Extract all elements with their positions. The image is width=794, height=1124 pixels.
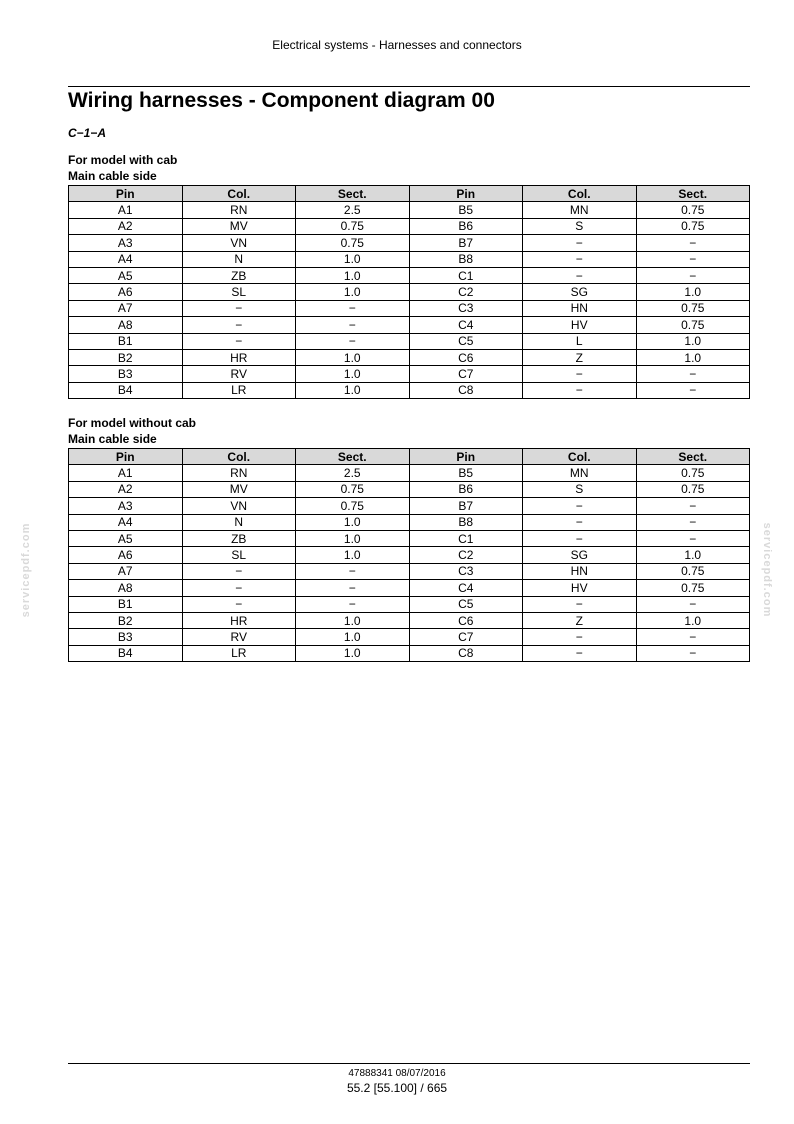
- color-cell: Z: [523, 612, 637, 628]
- pin-cell: C1: [409, 267, 523, 283]
- pin-table-with-cab: [68, 185, 750, 399]
- color-cell: MV: [182, 218, 296, 234]
- color-cell: −: [182, 317, 296, 333]
- pin-cell: B5: [409, 465, 523, 481]
- color-cell: HR: [182, 612, 296, 628]
- running-header: Electrical systems - Harnesses and connectors: [272, 38, 522, 52]
- section-cell: 0.75: [636, 317, 750, 333]
- section-cell: 0.75: [636, 580, 750, 596]
- color-cell: −: [523, 235, 637, 251]
- pin-cell: A4: [69, 514, 183, 530]
- table-row: [69, 563, 750, 579]
- color-cell: HV: [523, 317, 637, 333]
- section-cell: 1.0: [636, 612, 750, 628]
- color-cell: HR: [182, 349, 296, 365]
- pin-cell: C5: [409, 596, 523, 612]
- section-cell: 2.5: [296, 465, 410, 481]
- table-row: [69, 349, 750, 365]
- pin-cell: A1: [69, 465, 183, 481]
- section-cell: 1.0: [296, 514, 410, 530]
- table-row: [69, 514, 750, 530]
- section-cell: 0.75: [636, 218, 750, 234]
- color-cell: ZB: [182, 267, 296, 283]
- section-cell: 1.0: [296, 284, 410, 300]
- section-cell: 0.75: [636, 563, 750, 579]
- section-cell: 1.0: [296, 547, 410, 563]
- section-cell: −: [296, 333, 410, 349]
- section-cell: −: [636, 596, 750, 612]
- table-row: [69, 465, 750, 481]
- column-header: Col.: [182, 186, 296, 202]
- column-header: Col.: [523, 449, 637, 465]
- column-header: Sect.: [636, 186, 750, 202]
- color-cell: N: [182, 251, 296, 267]
- pin-cell: A6: [69, 547, 183, 563]
- section-cell: 0.75: [296, 498, 410, 514]
- column-header: Col.: [523, 186, 637, 202]
- column-header: Pin: [409, 186, 523, 202]
- color-cell: HN: [523, 300, 637, 316]
- color-cell: S: [523, 481, 637, 497]
- section-cell: −: [636, 382, 750, 398]
- column-header: Sect.: [296, 449, 410, 465]
- section-cell: −: [636, 235, 750, 251]
- table-row: [69, 612, 750, 628]
- color-cell: −: [523, 366, 637, 382]
- section-cell: −: [636, 366, 750, 382]
- pin-cell: A5: [69, 530, 183, 546]
- color-cell: MN: [523, 202, 637, 218]
- pin-cell: B7: [409, 235, 523, 251]
- section-cell: 1.0: [636, 547, 750, 563]
- pin-cell: C2: [409, 547, 523, 563]
- pin-cell: B2: [69, 612, 183, 628]
- table-header-row: [69, 449, 750, 465]
- section-cell: 1.0: [296, 349, 410, 365]
- section-cell: 1.0: [296, 382, 410, 398]
- pin-cell: A5: [69, 267, 183, 283]
- section-cell: −: [296, 300, 410, 316]
- section-cell: 0.75: [296, 481, 410, 497]
- section-cell: −: [296, 596, 410, 612]
- document-code: C−1−A: [68, 126, 107, 140]
- table-row: [69, 498, 750, 514]
- watermark-left: servicepdf.com: [20, 522, 32, 618]
- section-cell: 1.0: [296, 366, 410, 382]
- header-rule: [68, 86, 750, 87]
- table-row: [69, 251, 750, 267]
- color-cell: −: [523, 629, 637, 645]
- color-cell: −: [523, 498, 637, 514]
- footer-rule: [68, 1063, 750, 1064]
- table-caption-side: Main cable side: [68, 168, 157, 183]
- color-cell: HV: [523, 580, 637, 596]
- pin-cell: B6: [409, 218, 523, 234]
- color-cell: −: [182, 563, 296, 579]
- table-row: [69, 366, 750, 382]
- table-caption-model: For model with cab: [68, 153, 178, 167]
- pin-cell: A7: [69, 563, 183, 579]
- color-cell: SG: [523, 547, 637, 563]
- color-cell: −: [182, 333, 296, 349]
- pin-cell: A4: [69, 251, 183, 267]
- color-cell: N: [182, 514, 296, 530]
- color-cell: −: [523, 530, 637, 546]
- section-cell: 1.0: [636, 333, 750, 349]
- table-row: [69, 202, 750, 218]
- color-cell: RN: [182, 202, 296, 218]
- footer-page-number: 55.2 [55.100] / 665: [346, 1081, 448, 1095]
- table-row: [69, 333, 750, 349]
- pin-cell: C8: [409, 382, 523, 398]
- pin-cell: C3: [409, 300, 523, 316]
- table-row: [69, 645, 750, 661]
- column-header: Sect.: [636, 449, 750, 465]
- pin-cell: C3: [409, 563, 523, 579]
- pin-cell: C7: [409, 629, 523, 645]
- color-cell: RV: [182, 629, 296, 645]
- pin-cell: C6: [409, 612, 523, 628]
- pin-cell: C5: [409, 333, 523, 349]
- table-row: [69, 382, 750, 398]
- color-cell: SL: [182, 547, 296, 563]
- pin-cell: C4: [409, 580, 523, 596]
- section-cell: 0.75: [636, 300, 750, 316]
- section-cell: 0.75: [296, 235, 410, 251]
- pin-cell: B4: [69, 645, 183, 661]
- pin-cell: B8: [409, 251, 523, 267]
- section-cell: 1.0: [296, 251, 410, 267]
- color-cell: VN: [182, 235, 296, 251]
- section-cell: −: [296, 563, 410, 579]
- pin-cell: B3: [69, 366, 183, 382]
- table-caption-model: For model without cab: [68, 416, 196, 430]
- color-cell: −: [523, 251, 637, 267]
- table-row: [69, 530, 750, 546]
- color-cell: VN: [182, 498, 296, 514]
- section-cell: 0.75: [636, 465, 750, 481]
- pin-cell: C7: [409, 366, 523, 382]
- color-cell: −: [523, 645, 637, 661]
- pin-cell: B1: [69, 596, 183, 612]
- pin-cell: B7: [409, 498, 523, 514]
- color-cell: SL: [182, 284, 296, 300]
- section-cell: 1.0: [296, 530, 410, 546]
- table-row: [69, 547, 750, 563]
- pin-cell: A8: [69, 317, 183, 333]
- color-cell: S: [523, 218, 637, 234]
- color-cell: RV: [182, 366, 296, 382]
- pin-cell: A2: [69, 218, 183, 234]
- pin-cell: C8: [409, 645, 523, 661]
- section-cell: −: [636, 629, 750, 645]
- pin-cell: C4: [409, 317, 523, 333]
- section-cell: 2.5: [296, 202, 410, 218]
- section-cell: −: [636, 645, 750, 661]
- pin-cell: A3: [69, 235, 183, 251]
- color-cell: RN: [182, 465, 296, 481]
- pin-cell: B6: [409, 481, 523, 497]
- color-cell: −: [182, 580, 296, 596]
- pin-table-without-cab: [68, 448, 750, 662]
- page-title: Wiring harnesses - Component diagram 00: [68, 89, 495, 112]
- table-row: [69, 629, 750, 645]
- table-row: [69, 300, 750, 316]
- section-cell: −: [296, 317, 410, 333]
- table-row: [69, 284, 750, 300]
- section-cell: −: [636, 267, 750, 283]
- section-without-cab: [68, 416, 750, 662]
- section-cell: 0.75: [296, 218, 410, 234]
- pin-cell: B4: [69, 382, 183, 398]
- column-header: Col.: [182, 449, 296, 465]
- color-cell: SG: [523, 284, 637, 300]
- table-header-row: [69, 186, 750, 202]
- color-cell: Z: [523, 349, 637, 365]
- section-cell: 1.0: [296, 267, 410, 283]
- pin-cell: A7: [69, 300, 183, 316]
- section-cell: 0.75: [636, 481, 750, 497]
- section-cell: 1.0: [636, 349, 750, 365]
- color-cell: LR: [182, 382, 296, 398]
- table-row: [69, 580, 750, 596]
- pin-cell: C6: [409, 349, 523, 365]
- section-cell: −: [636, 498, 750, 514]
- color-cell: ZB: [182, 530, 296, 546]
- pin-cell: B3: [69, 629, 183, 645]
- pin-cell: A2: [69, 481, 183, 497]
- color-cell: L: [523, 333, 637, 349]
- section-cell: 0.75: [636, 202, 750, 218]
- section-cell: 1.0: [296, 645, 410, 661]
- table-row: [69, 481, 750, 497]
- pin-cell: A3: [69, 498, 183, 514]
- column-header: Pin: [69, 186, 183, 202]
- color-cell: MV: [182, 481, 296, 497]
- color-cell: −: [182, 596, 296, 612]
- footer-document-code: 47888341 08/07/2016: [348, 1068, 446, 1079]
- column-header: Pin: [69, 449, 183, 465]
- table-row: [69, 218, 750, 234]
- pin-cell: C2: [409, 284, 523, 300]
- table-row: [69, 317, 750, 333]
- color-cell: −: [523, 382, 637, 398]
- section-cell: −: [636, 514, 750, 530]
- color-cell: −: [182, 300, 296, 316]
- color-cell: MN: [523, 465, 637, 481]
- pin-cell: A8: [69, 580, 183, 596]
- pin-cell: B2: [69, 349, 183, 365]
- color-cell: LR: [182, 645, 296, 661]
- section-cell: −: [636, 530, 750, 546]
- color-cell: −: [523, 267, 637, 283]
- section-cell: −: [296, 580, 410, 596]
- column-header: Sect.: [296, 186, 410, 202]
- color-cell: HN: [523, 563, 637, 579]
- pin-cell: A1: [69, 202, 183, 218]
- pin-cell: C1: [409, 530, 523, 546]
- section-cell: 1.0: [296, 612, 410, 628]
- watermark-right: servicepdf.com: [761, 522, 773, 618]
- table-row: [69, 596, 750, 612]
- table-row: [69, 267, 750, 283]
- section-cell: 1.0: [636, 284, 750, 300]
- column-header: Pin: [409, 449, 523, 465]
- pin-cell: B1: [69, 333, 183, 349]
- color-cell: −: [523, 514, 637, 530]
- table-row: [69, 235, 750, 251]
- table-caption-side: Main cable side: [68, 431, 157, 446]
- pin-cell: B5: [409, 202, 523, 218]
- section-cell: −: [636, 251, 750, 267]
- pin-cell: B8: [409, 514, 523, 530]
- section-cell: 1.0: [296, 629, 410, 645]
- color-cell: −: [523, 596, 637, 612]
- pin-cell: A6: [69, 284, 183, 300]
- section-with-cab: [68, 153, 750, 399]
